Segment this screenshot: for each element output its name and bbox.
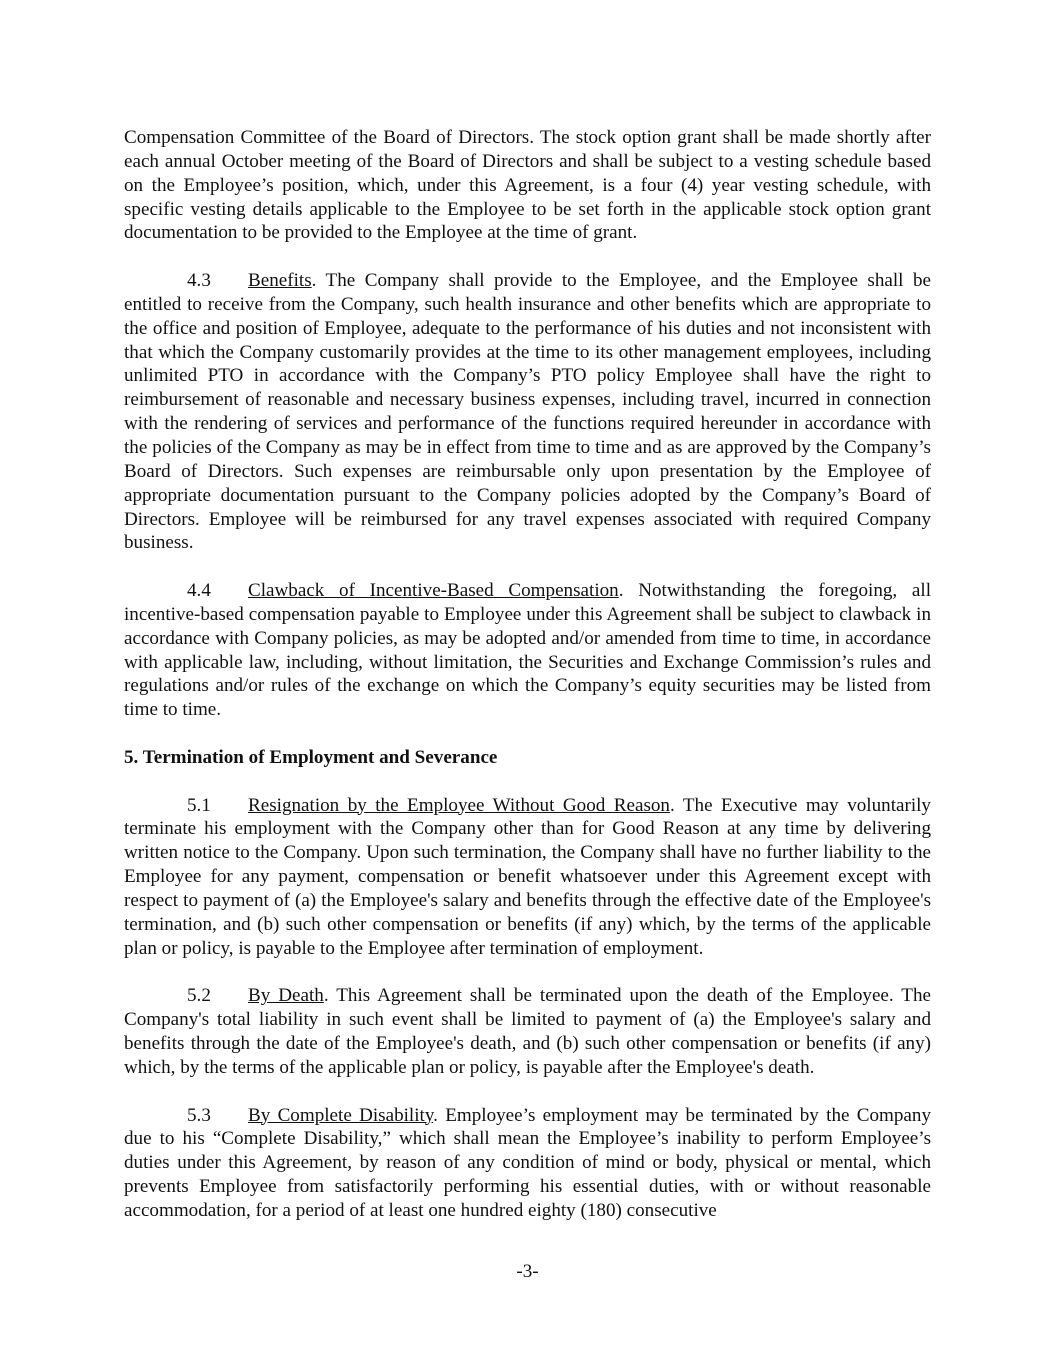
section-body: . The Company shall provide to the Employee, and the Employee shall be entitled to receive from the Company, such health insurance and other benefits which are appropriate to the office and position of Employee, adequate to the performance of his duties and not inconsistent with that which the Company customarily provides at the time to its other management employees, including unlimited PTO in accordance with the Company’s PTO policy Employee shall have the right to reimbursement of reasonable and necessary business expenses, including travel, incurred in connection with the rendering of services and performance of the functions required hereunder in accordance with the policies of the Company as may be in effect from time to time and as are approved by the Company’s Board of Directors. Such expenses are reimbursable only upon presentation by the Employee of appropriate documentation pursuant to the Company policies adopted by the Company’s Board of Directors. Employee will be reimbursed for any travel expenses associated with required Company business. [124, 270, 931, 554]
section-4-4-clawback [124, 579, 931, 722]
section-5-1-resignation [124, 794, 931, 961]
section-number: 5.3 [187, 1104, 211, 1126]
section-title: Resignation by the Employee Without Good Reason [248, 794, 670, 816]
section-body: . Employee’s employment may be terminated by the Company due to his “Complete Disability,” which shall mean the Employee’s inability to perform Employee’s duties under this Agreement, by reason of any condition of mind or body, physical or mental, which prevents Employee from satisfactorily performing his essential duties, with or without reasonable accommodation, for a period of at least one hundred eighty (180) consecutive [124, 1104, 931, 1221]
section-body: . This Agreement shall be terminated upon the death of the Employee. The Company's total liability in such event shall be limited to payment of (a) the Employee's salary and benefits through the date of the Employee's death, and (b) such other compensation or benefits (if any) which, by the terms of the applicable plan or policy, is payable after the Employee's death. [124, 985, 931, 1078]
section-5-2-death [124, 984, 931, 1079]
document-page [124, 126, 931, 1223]
page-number: -3- [516, 1261, 539, 1282]
section-5-3-disability [124, 1104, 931, 1223]
section-title: Benefits [248, 270, 312, 292]
section-title: By Death [248, 985, 324, 1007]
section-number: 4.3 [187, 270, 211, 292]
section-title: By Complete Disability [248, 1104, 434, 1126]
section-body: . Notwithstanding the foregoing, all incentive-based compensation payable to Employee under this Agreement shall be subject to clawback in accordance with Company policies, as may be adopted and/or amended from time to time, in accordance with applicable law, including, without limitation, the Securities and Exchange Commission’s rules and regulations and/or rules of the exchange on which the Company’s equity securities may be listed from time to time. [124, 580, 931, 721]
section-4-3-benefits [124, 269, 931, 555]
section-body: . The Executive may voluntarily terminate his employment with the Company other than for Good Reason at any time by delivering written notice to the Company. Upon such termination, the Company shall have no further liability to the Employee for any payment, compensation or benefit whatsoever under this Agreement except with respect to payment of (a) the Employee's salary and benefits through the effective date of the Employee's termination, and (b) such other compensation or benefits (if any) which, by the terms of the applicable plan or policy, is payable to the Employee after termination of employment. [124, 794, 931, 959]
section-number: 5.1 [187, 794, 211, 816]
section-title: Clawback of Incentive-Based Compensation [248, 580, 619, 602]
section-5-heading: 5. Termination of Employment and Severance [124, 746, 498, 768]
section-number: 5.2 [187, 985, 211, 1007]
paragraph-stock-option-continued: Compensation Committee of the Board of Directors. The stock option grant shall be made shortly after each annual October meeting of the Board of Directors and shall be subject to a vesting schedule based on the Employee’s position, which, under this Agreement, is a four (4) year vesting schedule, with specific vesting details applicable to the Employee to be set forth in the applicable stock option grant documentation to be provided to the Employee at the time of grant. [124, 127, 931, 244]
section-number: 4.4 [187, 580, 211, 602]
